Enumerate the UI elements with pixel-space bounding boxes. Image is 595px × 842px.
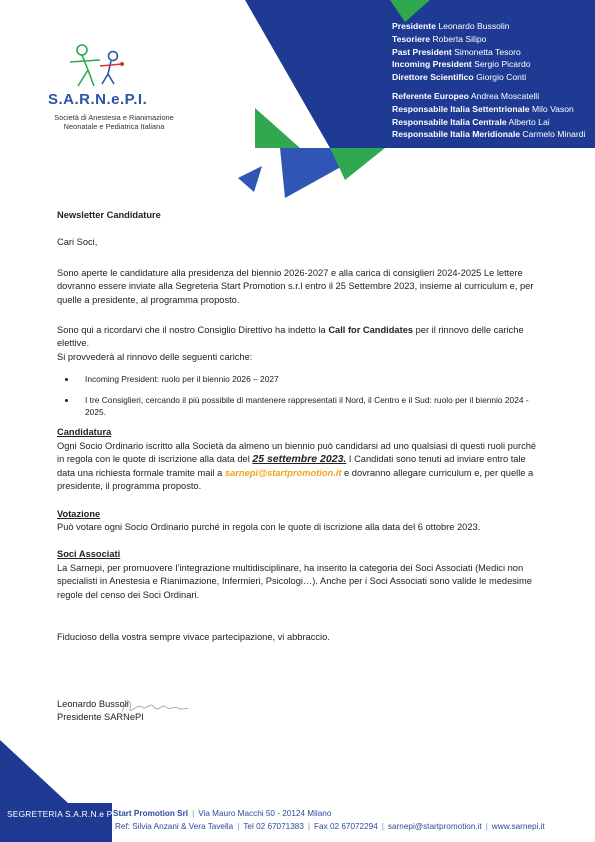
officer-name: Giorgio Conti [476, 72, 527, 83]
officer-row [392, 58, 592, 71]
officer-role: Responsabile Italia Centrale [392, 116, 507, 127]
officer-role: Direttore Scientifico [392, 72, 474, 83]
signature-block [57, 698, 144, 724]
call-paragraph [57, 324, 544, 351]
officer-row [392, 128, 592, 141]
salutation: Cari Soci, [57, 237, 98, 248]
signature-title: Presidente SARNePI [57, 711, 144, 722]
officer-name: Milo Vason [531, 103, 574, 114]
officer-role: Responsabile Italia Settentrionale [392, 103, 530, 114]
officer-role: Incoming President [392, 59, 472, 70]
footer-company-line: Start Promotion Srl | Via Mauro Macchi 50 - 20124 Milano [113, 809, 332, 818]
officers-list [392, 20, 592, 141]
soci-associati-heading: Soci Associati [57, 549, 121, 560]
officer-name: Simonetta Tesoro [454, 46, 521, 57]
officer-role: Presidente [392, 21, 436, 31]
logo-children-icon [66, 42, 130, 90]
footer-contact-line: Ref: Silvia Anzani & Vera Tavella | Tel 02 67071383 | Fax 02 67072294 | sarnepi@startpromotion.it | www.sarnepi.it [115, 822, 545, 831]
list-item: • I tre Consiglieri, cercando il più possibile di mantenere rappresentati il Nord, il Centro e il Sud: ruolo per il biennio 2024 - 2025. [77, 394, 544, 419]
officer-name: Leonardo Bussolin [438, 21, 510, 31]
officer-name: Alberto Lai [508, 116, 550, 127]
footer-address: Via Mauro Macchi 50 - 20124 Milano [198, 809, 332, 818]
call-for-candidates: Call for Candidates [328, 325, 414, 336]
officer-name: Carmelo Minardi [522, 129, 586, 140]
officer-row [392, 90, 592, 103]
officer-role: Tesoriere [392, 33, 431, 44]
officer-name: Sergio Picardo [474, 59, 531, 70]
officer-row [392, 103, 592, 116]
deadline-date: 25 settembre 2023. [252, 453, 347, 466]
letter-body [57, 209, 544, 644]
officer-name: Roberta Silipo [432, 33, 487, 44]
officer-role: Referente Europeo [392, 90, 469, 101]
footer-fax: Fax 02 67072294 [314, 822, 378, 831]
letter-title: Newsletter Candidature [57, 210, 161, 220]
footer-website-link[interactable]: www.sarnepi.it [491, 822, 545, 831]
header-green-triangle-left [255, 108, 300, 148]
officer-row [392, 46, 592, 59]
call-text: Sono qui a ricordarvi che il nostro Consiglio Direttivo ha indetto la [57, 325, 329, 336]
logo-wordmark: S.A.R.N.e.P.I. [48, 91, 148, 108]
officer-role: Responsabile Italia Meridionale [392, 129, 520, 140]
soci-associati-paragraph: La Sarnepi, per promuovere l’integrazione multidisciplinare, ha inserito la categoria dei Soci Associati (Medici non specialisti in Anestesia e Rianimazione, Infermieri, Psicologi…). Anche per i Soci Associati sono valide le medesime regole del censo dei Soci Ordinari. [57, 562, 532, 600]
candidatura-text-2: I Candidati sono tenuti ad inviare entro tale data una richiesta formale tramite mail a [57, 454, 526, 478]
officer-row [392, 20, 592, 33]
votazione-heading: Votazione [57, 508, 101, 519]
logo-subtitle: Società di Anestesia e Rianimazione Neonatale e Pediatrica Italiana [54, 113, 174, 131]
footer-email-link[interactable]: sarnepi@startpromotion.it [387, 822, 482, 831]
footer-secretariat: SEGRETERIA S.A.R.N.e P.I. [7, 809, 119, 819]
header-blue-triangle-small [238, 166, 262, 192]
roles-list [57, 373, 544, 418]
footer-company: Start Promotion Srl [113, 809, 189, 818]
officer-role: Past President [392, 46, 452, 57]
officer-row [392, 116, 592, 129]
votazione-paragraph: Può votare ogni Socio Ordinario purché in regola con le quote di iscrizione alla data del 6 ottobre 2023. [57, 521, 481, 532]
signature-name: Leonardo Bussoli [57, 699, 129, 709]
candidatura-text-3: e dovranno allegare curriculum e, per quelle a presidente, il programma proposto. [57, 467, 534, 492]
call-text-end: per il rinnovo delle cariche elettive. [57, 325, 524, 349]
renewal-line: Si provvederà al rinnovo delle seguenti cariche: [57, 351, 253, 362]
candidatura-paragraph [57, 440, 544, 494]
footer-tel: Tel 02 67071383 [243, 822, 304, 831]
officer-name: Andrea Moscatelli [470, 90, 540, 101]
officer-row [392, 71, 592, 84]
list-item: • Incoming President: ruolo per il biennio 2026 – 2027 [77, 373, 544, 385]
footer-ref: Ref: Silvia Anzani & Vera Tavella [115, 822, 234, 831]
officer-row [392, 33, 592, 46]
contact-email-link[interactable]: sarnepi@startpromotion.it [224, 467, 342, 478]
candidatura-heading: Candidatura [57, 427, 112, 438]
closing-line: Fiducioso della vostra sempre vivace partecipazione, vi abbraccio. [57, 631, 330, 642]
intro-paragraph: Sono aperte le candidature alla presidenza del biennio 2026-2027 e alla carica di consiglieri 2024-2025 Le lettere dovranno essere inviate alla Segreteria Start Promotion s.r.l entro il 25 Settembre 2023, insieme al curriculum e, per quelle a presidente, al programma proposto. [57, 267, 534, 305]
header-green-triangle-right [330, 148, 385, 180]
candidatura-text: Ogni Socio Ordinario iscritto alla Società da almeno un biennio può candidarsi ad uno qualsiasi di questi ruoli purché in regola con le quote di iscrizione alla data del [57, 440, 537, 465]
